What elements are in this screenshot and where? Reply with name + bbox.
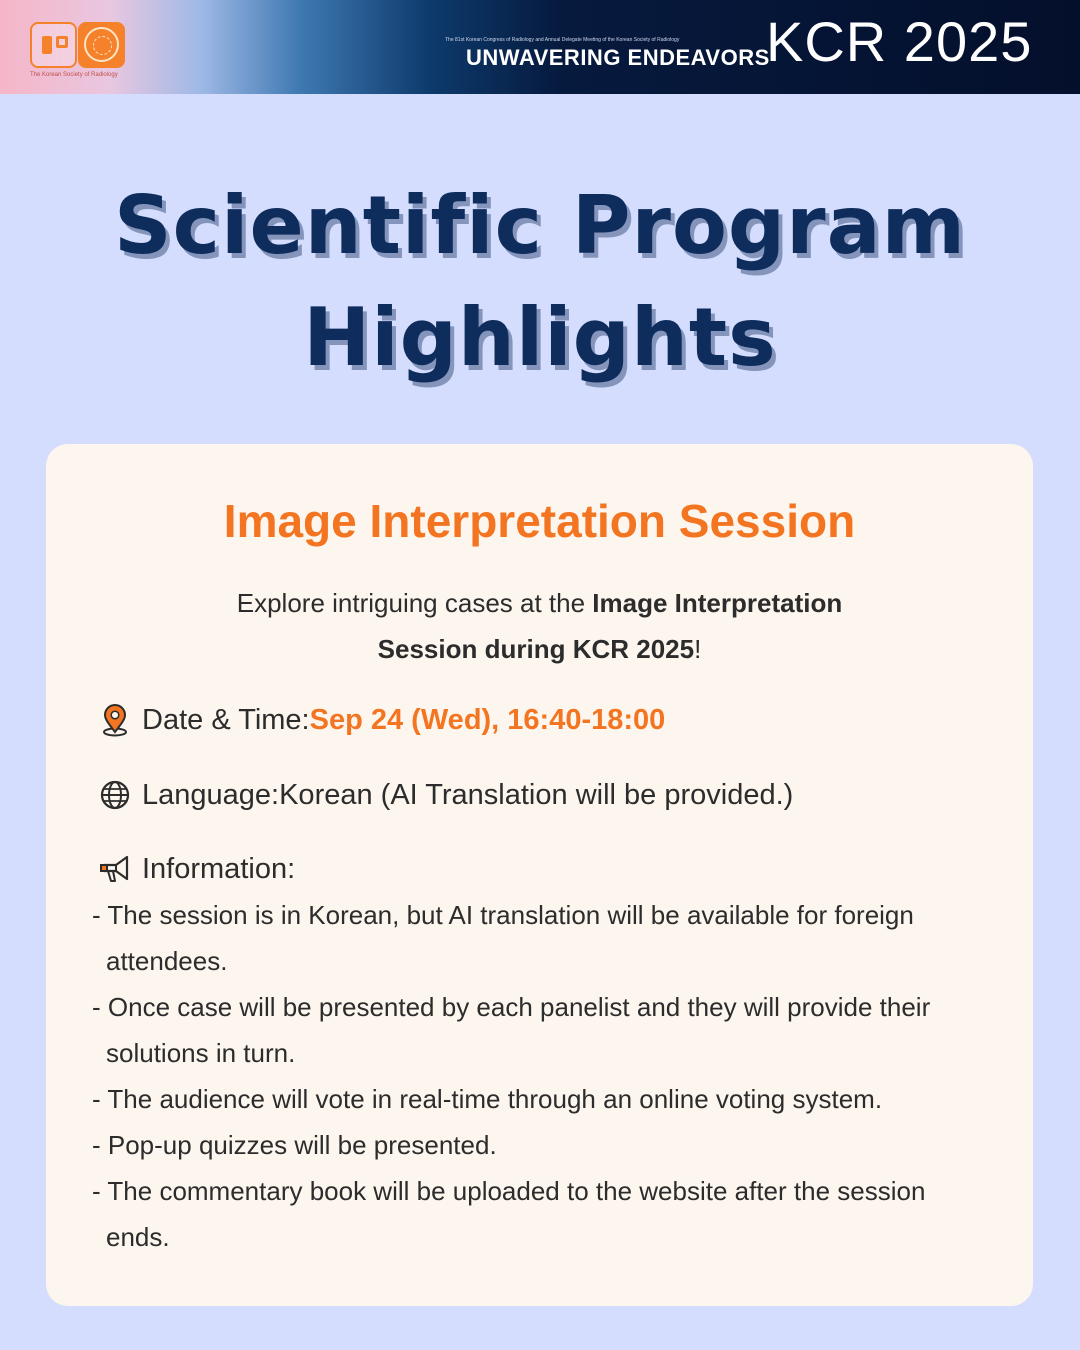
intro-suffix: ! <box>694 634 702 664</box>
date-row <box>98 700 665 740</box>
list-item: - Pop-up quizzes will be presented. <box>92 1130 497 1160</box>
ksr-logo <box>30 22 130 82</box>
globe-icon <box>98 778 132 812</box>
date-label: Date & Time: <box>142 703 310 736</box>
page-title <box>0 170 1080 394</box>
list-item: - Once case will be presented by each panelist and they will provide their solutions in turn. <box>92 992 931 1068</box>
title-line-2: Highlights <box>303 291 777 384</box>
banner-tagline: UNWAVERING ENDEAVORS <box>466 45 770 70</box>
kcr-logo-icon <box>30 22 77 68</box>
session-card <box>46 444 1033 1306</box>
language-row <box>98 775 793 815</box>
event-name: KCR 2025 <box>766 10 1033 73</box>
information-list <box>92 892 992 1260</box>
information-row <box>98 849 295 889</box>
ksr-seal-icon <box>78 22 125 68</box>
intro-bold-1: Image Interpretation <box>592 588 843 618</box>
session-intro <box>46 580 1033 672</box>
header-banner <box>0 0 1080 94</box>
location-pin-icon <box>98 703 132 737</box>
date-value: Sep 24 (Wed), 16:40-18:00 <box>309 703 666 736</box>
intro-prefix: Explore intriguing cases at the <box>236 588 593 618</box>
megaphone-icon <box>98 852 132 886</box>
list-item: - The session is in Korean, but AI translation will be available for foreign attendees. <box>92 900 914 976</box>
language-value: Korean (AI Translation will be provided.) <box>279 778 794 811</box>
list-item: - The audience will vote in real-time through an online voting system. <box>92 1084 883 1114</box>
information-label: Information: <box>142 852 296 885</box>
banner-subtitle: The 81st Korean Congress of Radiology and Annual Delegate Meeting of the Korean Society of Radiology <box>445 37 680 43</box>
logo-caption: The Korean Society of Radiology <box>30 72 118 78</box>
intro-bold-2: Session during KCR 2025 <box>377 634 695 664</box>
language-label: Language: <box>142 778 280 811</box>
title-line-1: Scientific Program <box>114 179 966 272</box>
session-title: Image Interpretation Session <box>223 495 856 547</box>
list-item: - The commentary book will be uploaded to the website after the session ends. <box>92 1176 926 1252</box>
